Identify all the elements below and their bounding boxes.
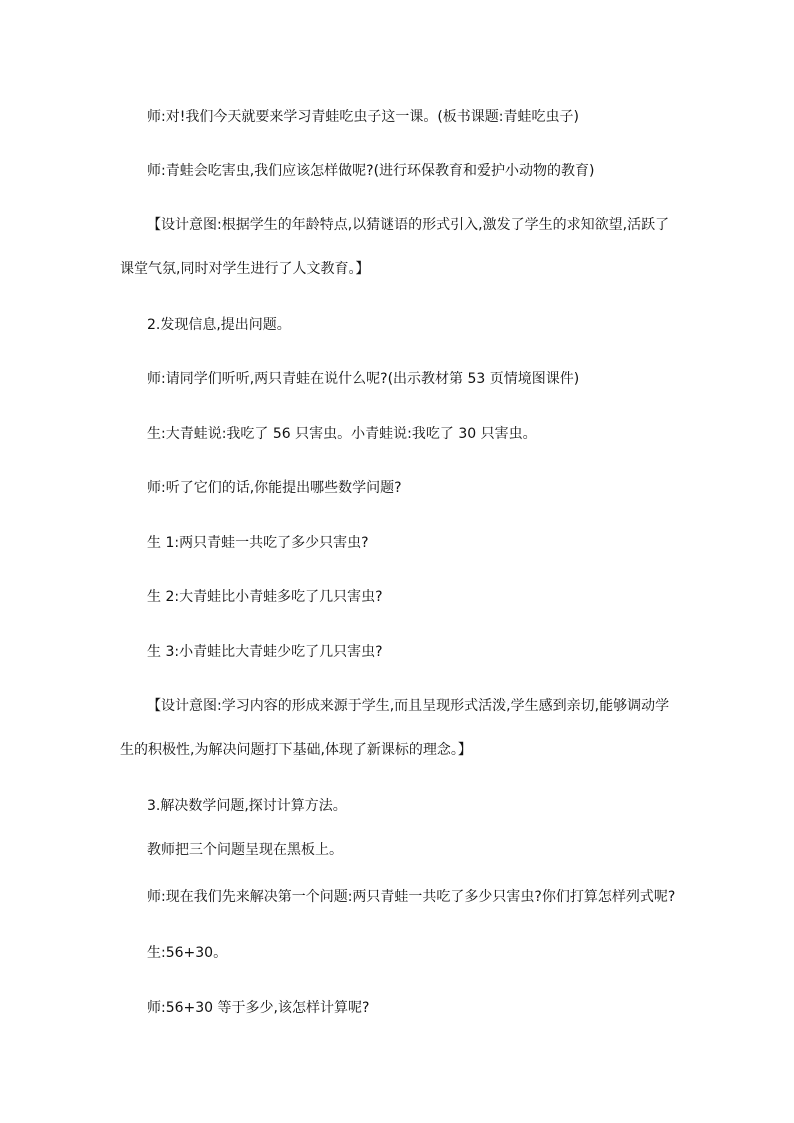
design-intent-2-line-1: 【设计意图:学习内容的形成来源于学生,而且呈现形式活泼,学生感到亲切,能够调动学: [147, 698, 670, 714]
paragraph-10: 师:现在我们先来解决第一个问题:两只青蛙一共吃了多少只害虫?你们打算怎样列式呢?: [147, 889, 676, 905]
paragraph-12: 师:56+30 等于多少,该怎样计算呢?: [147, 1000, 370, 1016]
paragraph-7: 生 2:大青蛙比小青蛙多吃了几只害虫?: [147, 589, 383, 605]
paragraph-6: 生 1:两只青蛙一共吃了多少只害虫?: [147, 535, 369, 551]
paragraph-9: 教师把三个问题呈现在黑板上。: [147, 842, 343, 858]
paragraph-2: 师:青蛙会吃害虫,我们应该怎样做呢?(进行环保教育和爱护小动物的教育): [147, 163, 595, 179]
paragraph-1: 师:对!我们今天就要来学习青蛙吃虫子这一课。(板书课题:青蛙吃虫子): [147, 109, 579, 125]
design-intent-1-line-2: 课堂气氛,同时对学生进行了人文教育。】: [120, 261, 370, 277]
paragraph-8: 生 3:小青蛙比大青蛙少吃了几只害虫?: [147, 644, 383, 660]
section-heading-3: 3.解决数学问题,探讨计算方法。: [147, 798, 347, 814]
paragraph-11: 生:56+30。: [147, 945, 228, 961]
paragraph-3: 师:请同学们听听,两只青蛙在说什么呢?(出示教材第 53 页情境图课件): [147, 371, 580, 387]
paragraph-4: 生:大青蛙说:我吃了 56 只害虫。小青蛙说:我吃了 30 只害虫。: [147, 426, 537, 442]
design-intent-1-line-1: 【设计意图:根据学生的年龄特点,以猜谜语的形式引入,激发了学生的求知欲望,活跃了: [147, 217, 670, 233]
design-intent-2-line-2: 生的积极性,为解决问题打下基础,体现了新课标的理念。】: [120, 742, 472, 758]
section-heading-2: 2.发现信息,提出问题。: [147, 317, 291, 333]
paragraph-5: 师:听了它们的话,你能提出哪些数学问题?: [147, 480, 402, 496]
